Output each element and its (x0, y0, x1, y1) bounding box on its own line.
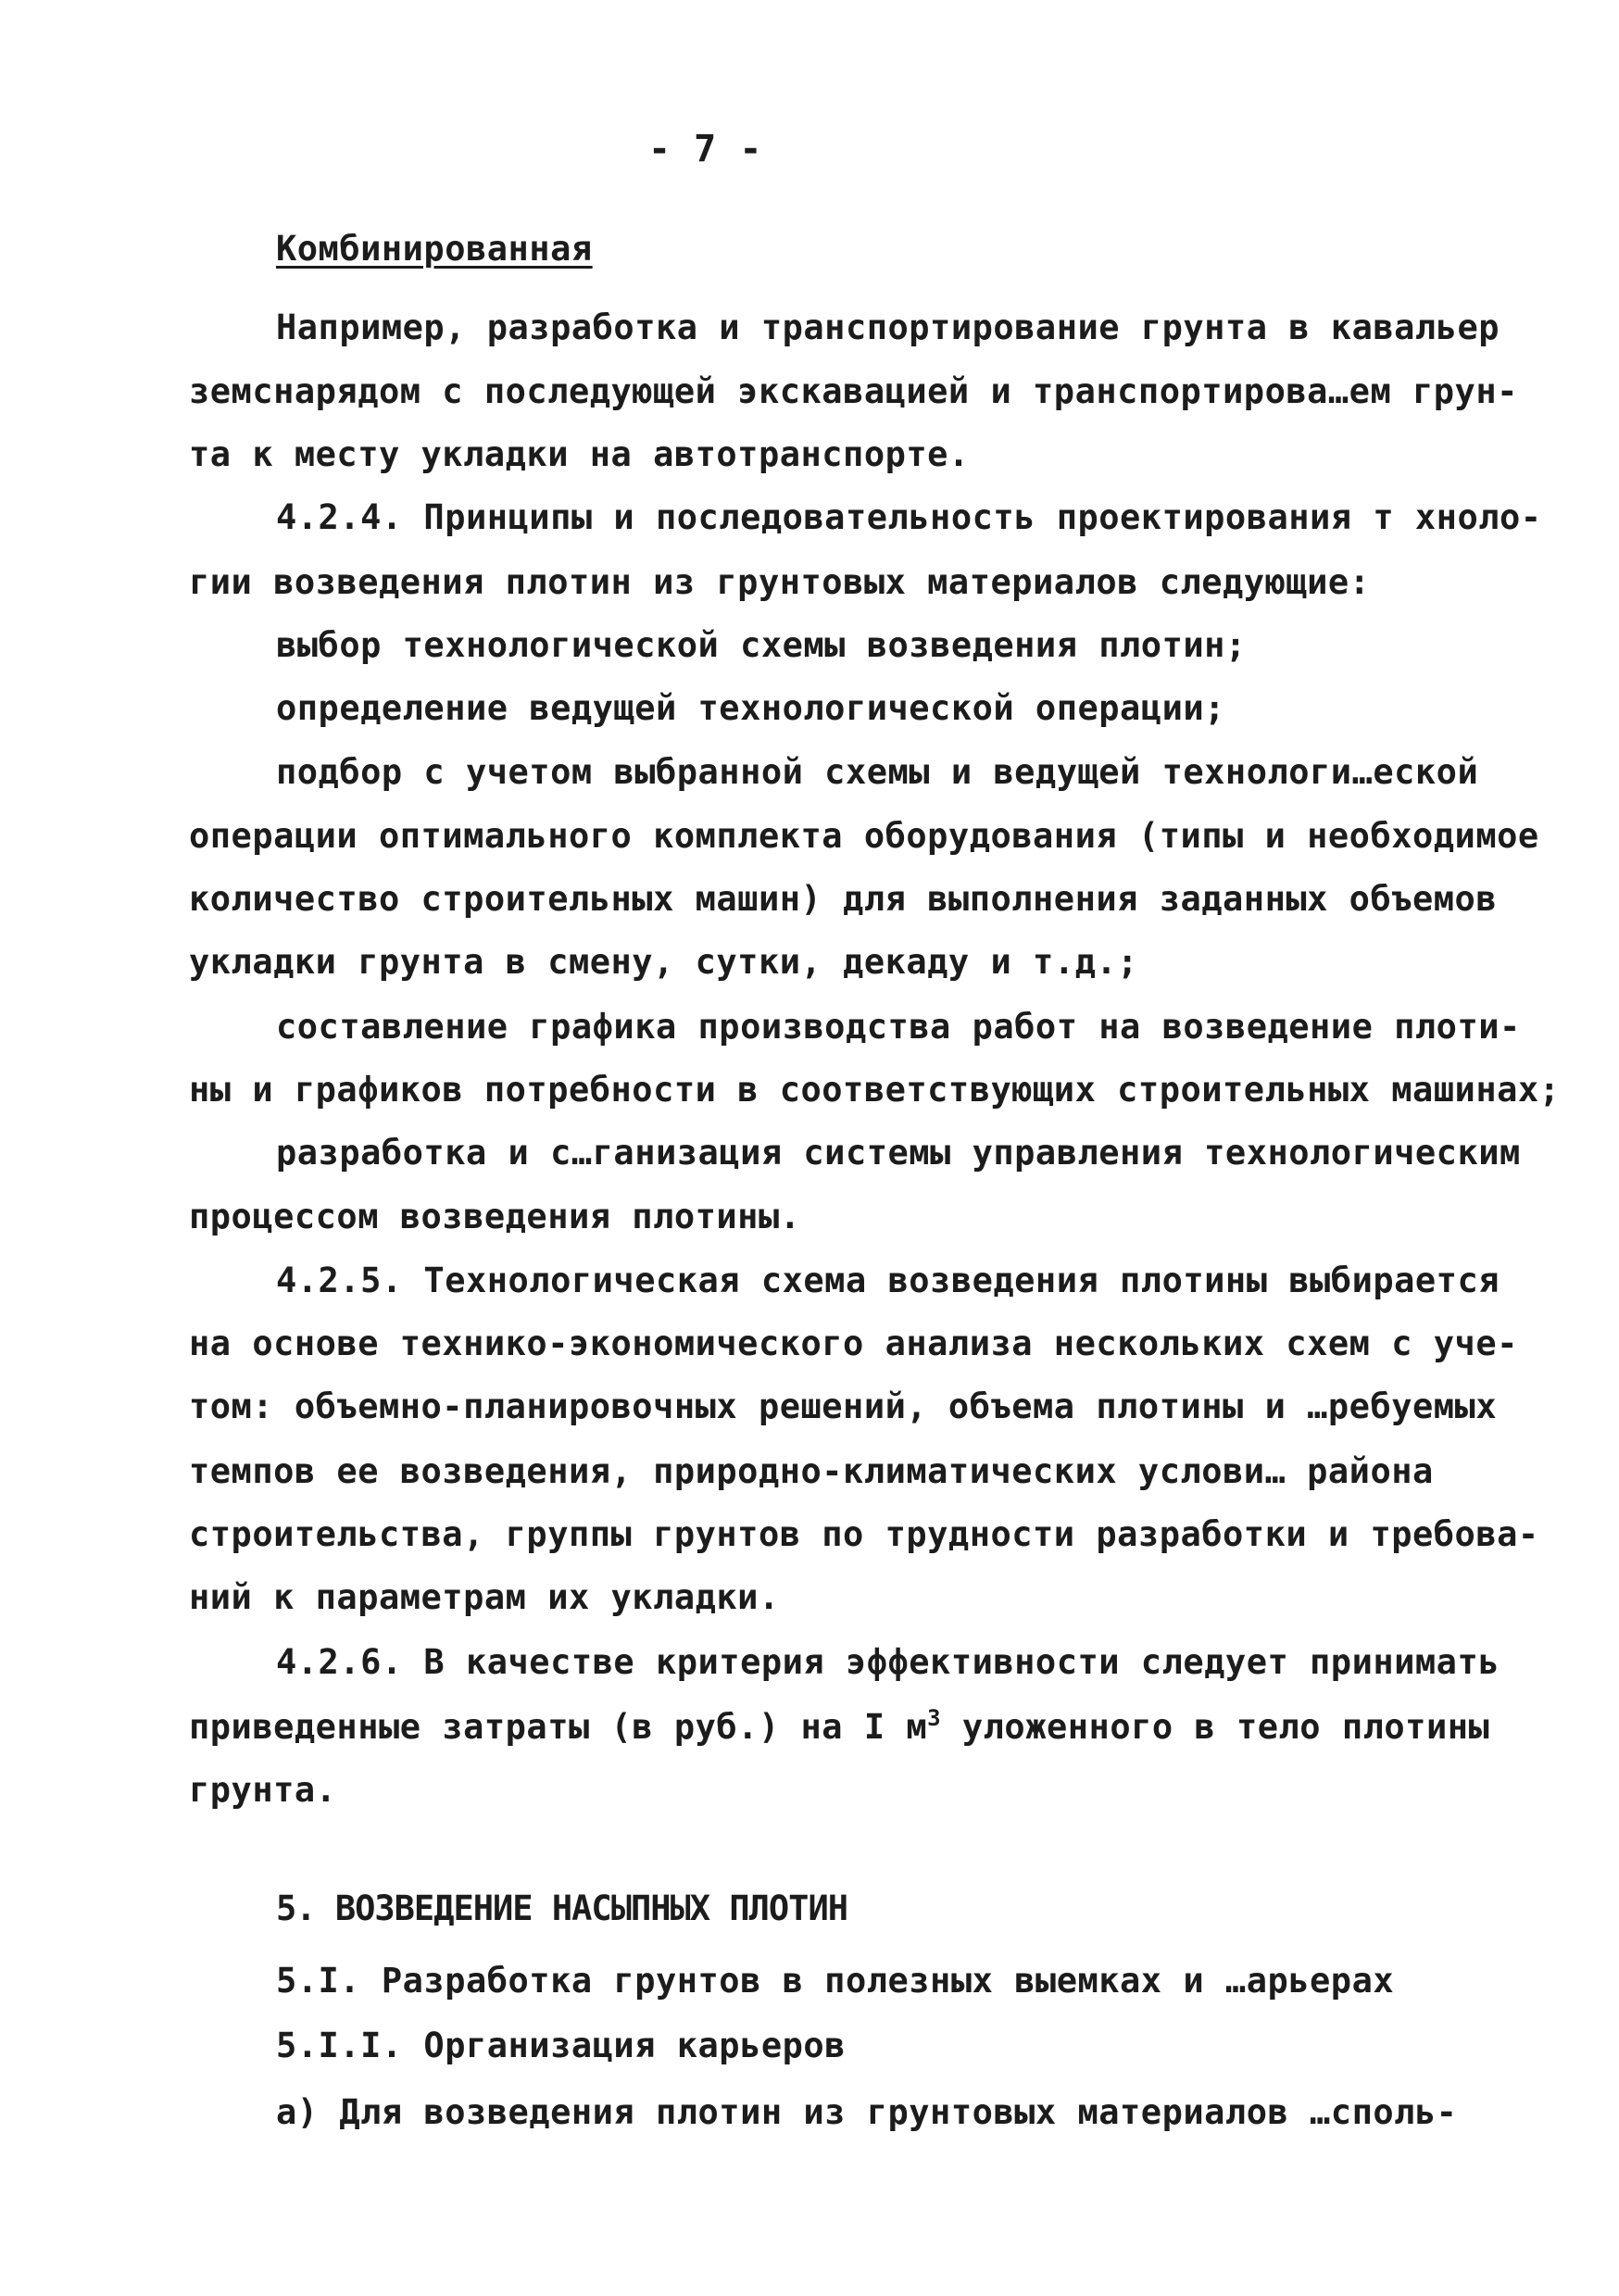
text-line: строительства, группы грунтов по трудности разработки и требова- (189, 1514, 1539, 1554)
text-line: на основе технико-экономического анализа нескольких схем с уче- (189, 1324, 1518, 1363)
text-line: та к месту укладки на автотранспорте. (189, 434, 970, 474)
text-line: темпов ее возведения, природно-климатических услови… района (189, 1451, 1434, 1491)
text-line: ны и графиков потребности в соответствующих строительных машинах; (189, 1070, 1561, 1110)
text-line: разработка и с…ганизация системы управления технологическим (276, 1133, 1521, 1173)
text-line: ний к параметрам их укладки. (189, 1577, 780, 1617)
paragraph-426-line-2 (189, 1705, 1490, 1747)
text-line: процессом возведения плотины. (189, 1197, 801, 1236)
text-line: Например, разработка и транспортирование грунта в кавальер (276, 307, 1500, 347)
text-line-last: а) Для возведения плотин из грунтовых материалов …споль- (276, 2092, 1458, 2132)
text-line: составление графика производства работ на возведение плоти- (276, 1007, 1521, 1047)
section-5-1-1-heading: 5.I.I. Организация карьеров (276, 2026, 846, 2065)
text-line: том: объемно-планировочных решений, объема плотины и …ребуемых (189, 1386, 1498, 1426)
section-5-1-heading: 5.I. Разработка грунтов в полезных выемках и …арьерах (276, 1961, 1395, 2001)
paragraph-426-line-1: 4.2.6. В качестве критерия эффективности следует принимать (276, 1642, 1500, 1682)
heading-combined: Комбинированная (276, 229, 593, 269)
text-line: земснарядом с последующей экскавацией и транспортирова…ем грун- (189, 371, 1518, 411)
text-line: гии возведения плотин из грунтовых материалов следующие: (189, 562, 1371, 602)
text-line: определение ведущей технологической операции; (276, 688, 1225, 728)
text-line: операции оптимального комплекта оборудования (типы и необходимое (189, 816, 1539, 856)
text-line: подбор с учетом выбранной схемы и ведущей технологи…еской (276, 752, 1479, 792)
paragraph-426-line-3: грунта. (189, 1770, 337, 1810)
text-line: выбор технологической схемы возведения плотин; (276, 625, 1247, 665)
superscript-exponent: 3 (927, 1705, 942, 1731)
paragraph-426-text: приведенные затраты (в руб.) на I м (189, 1707, 928, 1747)
text-line: количество строительных машин) для выполнения заданных объемов (189, 879, 1498, 919)
page-number: - 7 - (648, 128, 762, 170)
text-line: 4.2.5. Технологическая схема возведения плотины выбирается (276, 1261, 1500, 1300)
text-line: укладки грунта в смену, сутки, декаду и т.д.; (189, 942, 1138, 982)
paragraph-426-text-continued: уложенного в тело плотины (941, 1707, 1490, 1747)
text-line: 4.2.4. Принципы и последовательность проектирования т хноло- (276, 497, 1542, 537)
section-5-title: 5. ВОЗВЕДЕНИЕ НАСЫПНЫХ ПЛОТИН (276, 1888, 848, 1928)
